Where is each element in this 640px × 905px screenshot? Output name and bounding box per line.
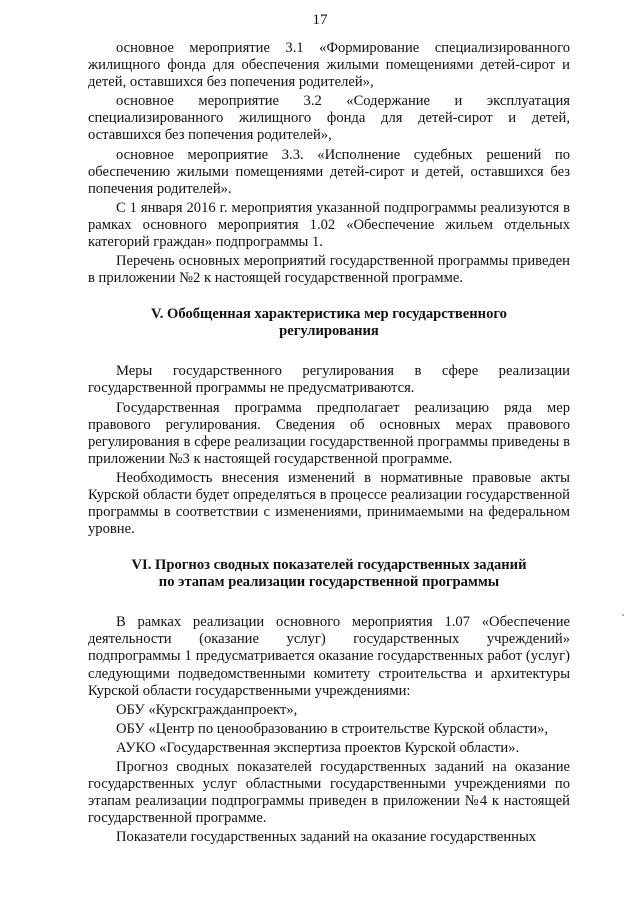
section-5-heading xyxy=(88,306,570,340)
section-6-heading-line2: по этапам реализации государственной программы xyxy=(158,574,500,591)
scan-speck xyxy=(622,614,624,616)
paragraph-legal-regulation: Государственная программа предполагает реализацию ряда мер правового регулирования. Сведения об основных мерах правового регулирования в сфере реализации государственной программы приведены в приложении №3 к настоящей государственной программе. xyxy=(88,399,570,467)
section-5-heading-line1: V. Обобщенная характеристика мер государственного xyxy=(151,306,507,323)
section-5-heading-line2: регулирования xyxy=(279,323,379,340)
list-item-institution: ОБУ «Центр по ценообразованию в строительстве Курской области», xyxy=(116,720,549,737)
list-item-institution: АУКО «Государственная экспертиза проектов Курской области». xyxy=(116,739,520,756)
section-6-heading xyxy=(88,557,570,591)
paragraph-measure-3-2: основное мероприятие 3.2 «Содержание и эксплуатация специализированного жилищного фонда для детей-сирот и детей, оставшихся без попечения родителей», xyxy=(88,93,570,144)
page-number: 17 xyxy=(312,12,328,28)
paragraph-measure-3-1: основное мероприятие 3.1 «Формирование специализированного жилищного фонда для обеспечения жилыми помещениями детей-сирот и детей, оставшихся без попечения родителей», xyxy=(88,40,570,91)
paragraph-regulation-measures: Меры государственного регулирования в сфере реализации государственной программы не предусматриваются. xyxy=(88,363,570,397)
paragraph-measure-3-3: основное мероприятие 3.3. «Исполнение судебных решений по обеспечению жилыми помещениями детей-сирот и детей, оставшихся без попечения родителей». xyxy=(88,146,570,197)
paragraph-measures-list: Перечень основных мероприятий государственной программы приведен в приложении №2 к настоящей государственной программе. xyxy=(88,253,570,287)
paragraph-measure-1-07: В рамках реализации основного мероприятия 1.07 «Обеспечение деятельности (оказание услуг) государственных учреждений» подпрограммы 1 предусматривается оказание государственных работ (услуг) следующими подведомственными комитету строительства и архитектуры Курской области государственными учреждениями: xyxy=(88,614,570,699)
section-6-heading-line1: VI. Прогноз сводных показателей государственных заданий xyxy=(131,557,527,574)
paragraph-2016-note: С 1 января 2016 г. мероприятия указанной подпрограммы реализуются в рамках основного мероприятия 1.02 «Обеспечение жильем отдельных категорий граждан» подпрограммы 1. xyxy=(88,199,570,251)
document-body xyxy=(88,40,570,846)
list-item-institution: ОБУ «Курскгражданпроект», xyxy=(116,701,298,718)
paragraph-indicators: Показатели государственных заданий на оказание государственных xyxy=(116,829,537,846)
paragraph-forecast: Прогноз сводных показателей государственных заданий на оказание государственных услуг областными государственными учреждениями по этапам реализации подпрограммы приведен в приложении №4 к настоящей государственной программе. xyxy=(88,759,570,827)
paragraph-amendments: Необходимость внесения изменений в нормативные правовые акты Курской области будет определяться в процессе реализации государственной программы в соответствии с изменениями, принимаемыми на федеральном уровне. xyxy=(88,469,570,538)
